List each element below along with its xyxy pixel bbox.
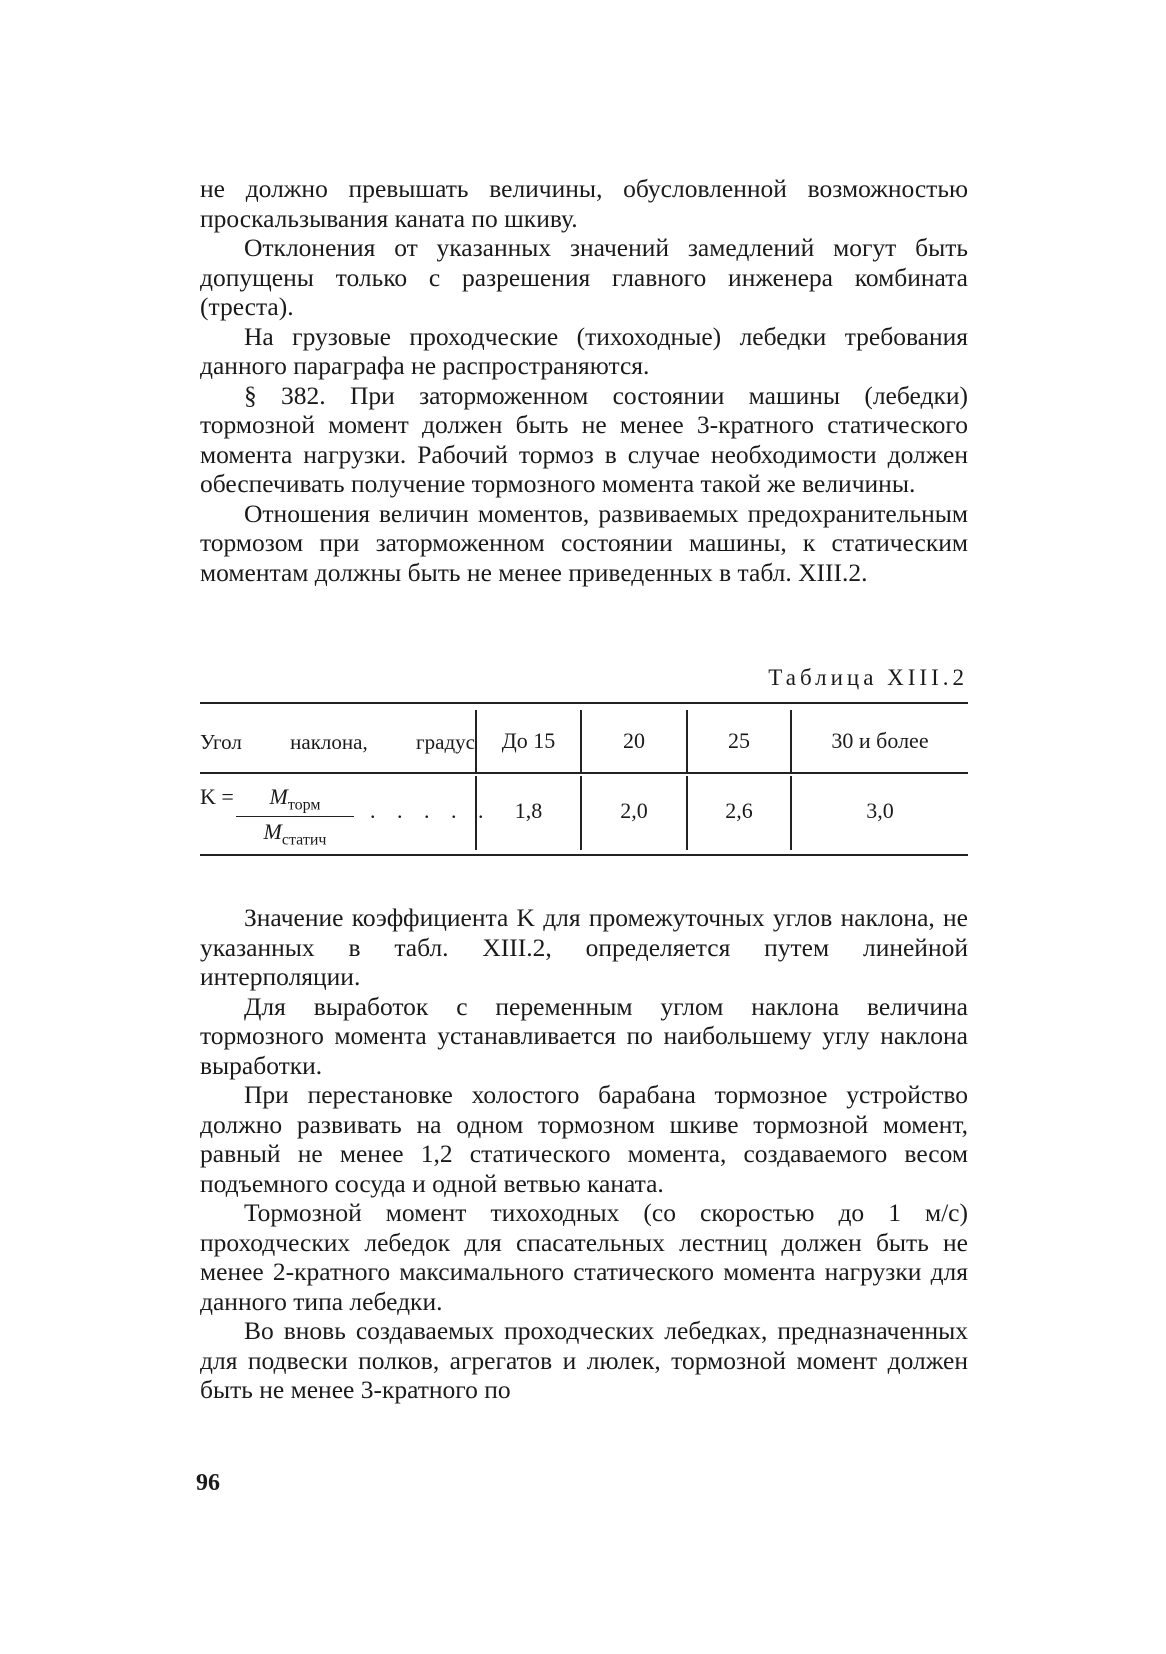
paragraph: Значение коэффициента K для промежуточных углов наклона, не указанных в табл. XIII.2, определяется путем линейной интерполяции. <box>200 903 968 991</box>
paragraph: Отклонения от указанных значений замедлений могут быть допущены только с разрешения главного инженера комбината (треста). <box>200 233 968 321</box>
header-word: наклона, <box>290 730 368 754</box>
k-symbol: K = <box>200 784 234 809</box>
text-block-bottom <box>200 903 968 1405</box>
header-word: Угол <box>200 730 242 754</box>
header-cell: 20 <box>623 728 645 753</box>
paragraph: не должно превышать величины, обусловленной возможностью проскальзывания каната по шкиву. <box>200 174 968 233</box>
header-cell: 30 и более <box>831 728 929 753</box>
header-cell: До 15 <box>501 728 556 753</box>
paragraph: При перестановке холостого барабана тормозное устройство должно развивать на одном тормозном шкиве тормозной момент, равный не менее 1,2 статического момента, создаваемого весом подъемного сосуда и одной ветвью каната. <box>200 1080 968 1198</box>
value-cell: 2,6 <box>725 798 753 823</box>
paragraph: Отношения величин моментов, развиваемых предохранительным тормозом при заторможенном состоянии машины, к статическим моментам должны быть не менее приведенных в табл. XIII.2. <box>200 498 968 587</box>
paragraph: На грузовые проходческие (тихоходные) лебедки требования данного параграфа не распространяются. <box>200 321 968 380</box>
paragraph: Во вновь создаваемых проходческих лебедках, предназначенных для подвески полков, агрегатов и люлек, тормозной момент должен быть не менее 3-кратного по <box>200 1316 968 1404</box>
fraction-denominator: $M_{статич}$ <box>263 819 327 849</box>
value-cell: 2,0 <box>620 798 648 823</box>
k-fraction <box>236 784 354 850</box>
table-caption: Таблица XIII.2 <box>768 665 968 690</box>
table-top-rule <box>200 702 968 704</box>
header-cell: 25 <box>728 728 750 753</box>
fraction-numerator: $M_{торм}$ <box>269 784 321 814</box>
table-bottom-rule <box>200 854 968 856</box>
value-cell: 1,8 <box>514 798 543 823</box>
text-block-top <box>200 174 968 587</box>
page-number: 96 <box>196 1470 220 1496</box>
paragraph: Для выработок с переменным углом наклона величина тормозного момента устанавливается по наибольшему углу наклона выработки. <box>200 991 968 1080</box>
value-cell: 3,0 <box>866 798 894 823</box>
paragraph: Тормозной момент тихоходных (со скоростью до 1 м/с) проходческих лебедок для спасательных лестниц должен быть не менее 2-кратного максимального статического момента нагрузки для данного типа лебедки. <box>200 1198 968 1316</box>
paragraph: § 382. При заторможенном состоянии машины (лебедки) тормозной момент должен быть не менее 3-кратного статического момента нагрузки. Рабочий тормоз в случае необходимости должен обеспечивать получение тормозного момента такой же величины. <box>200 380 968 498</box>
leader-dots: . . . . . <box>370 798 492 823</box>
header-angle-label <box>200 730 475 755</box>
header-word: градус <box>416 730 475 754</box>
fraction-bar <box>236 816 354 817</box>
table-header-rule <box>200 772 968 774</box>
